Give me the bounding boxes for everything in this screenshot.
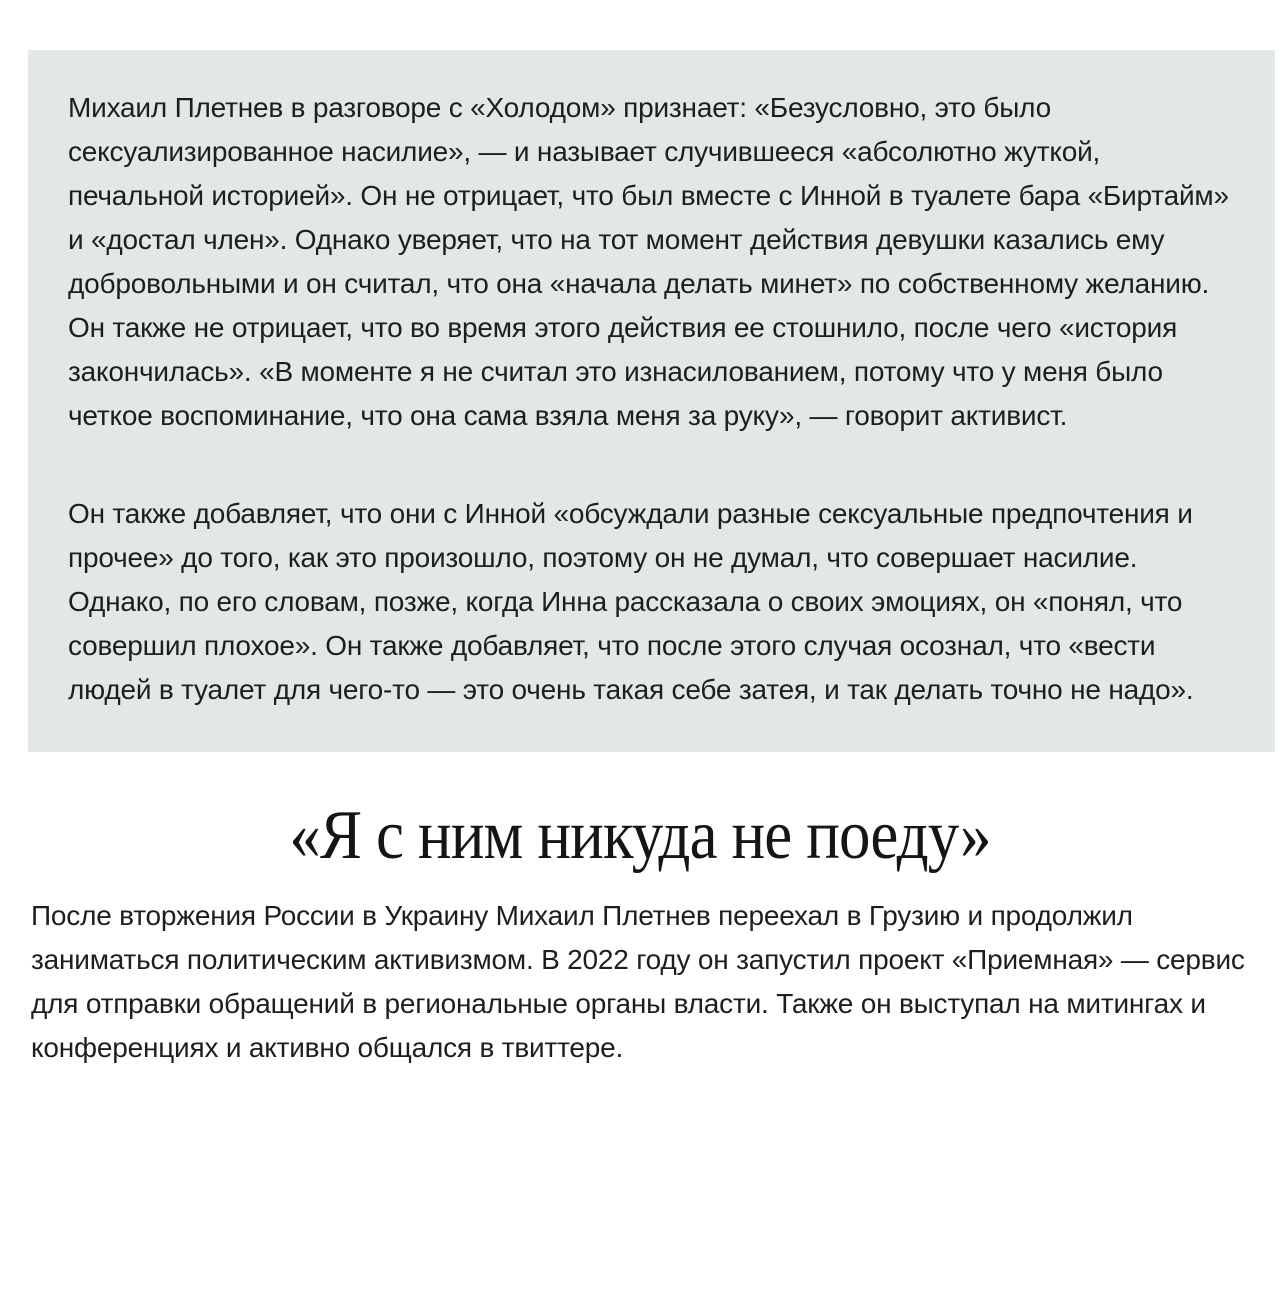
outro-paragraph: После вторжения России в Украину Михаил Плетнев переехал в Грузию и продолжил заниматься политическим активизмом. В 2022 году он запустил проект «Приемная» — сервис для отправки обращений в региональные органы власти. Также он выступал на митингах и конференциях и активно общался в твиттере.: [31, 900, 1245, 1063]
quote-paragraph-1: Михаил Плетнев в разговоре с «Холодом» признает: «Безусловно, это было сексуализированное насилие», — и называет случившееся «абсолютно жуткой, печальной историей». Он не отрицает, что был вместе с Инной в туалете бара «Биртайм» и «достал член». Однако уверяет, что на тот момент действия девушки казались ему добровольными и он считал, что она «начала делать минет» по собственному желанию. Он также не отрицает, что во время этого действия ее стошнило, после чего «история закончилась». «В моменте я не считал это изнасилованием, потому что у меня было четкое воспоминание, что она сама взяла меня за руку», — говорит активист.: [68, 92, 1229, 431]
article-page: [0, 50, 1280, 1070]
quote-block: [28, 50, 1275, 752]
section-heading: «Я с ним никуда не поеду»: [289, 797, 991, 874]
quote-paragraph-2: Он также добавляет, что они с Инной «обсуждали разные сексуальные предпочтения и прочее» до того, как это произошло, поэтому он не думал, что совершает насилие. Однако, по его словам, позже, когда Инна рассказала о своих эмоциях, он «понял, что совершил плохое». Он также добавляет, что после этого случая осознал, что «вести людей в туалет для чего-то — это очень такая себе затея, и так делать точно не надо».: [68, 498, 1194, 705]
